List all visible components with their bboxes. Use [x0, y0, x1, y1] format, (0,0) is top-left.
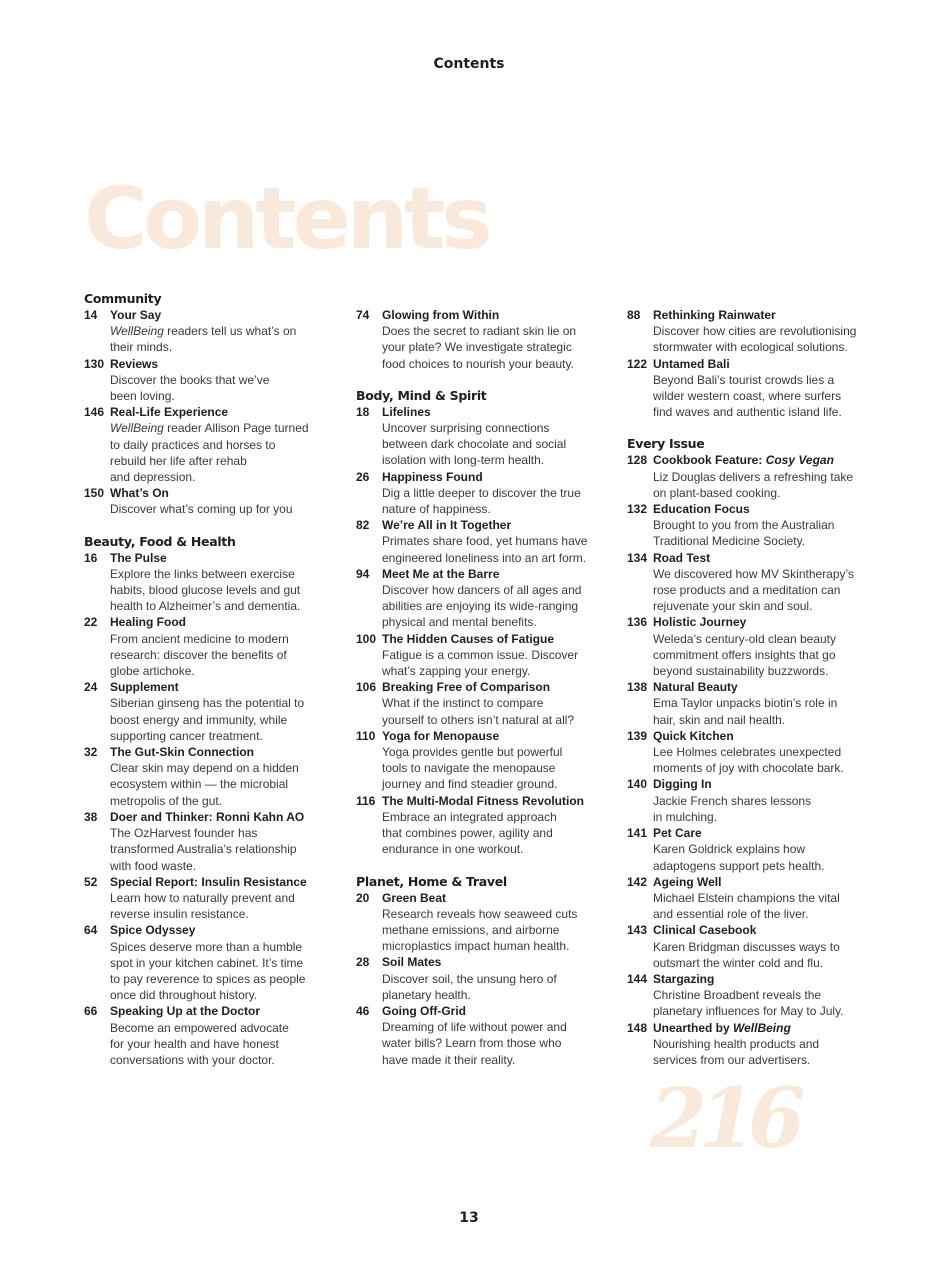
- contents-entry[interactable]: [356, 404, 606, 469]
- entry-title: [110, 679, 334, 695]
- entry-text: [653, 356, 877, 421]
- contents-entry[interactable]: [356, 679, 606, 728]
- entry-description: [110, 501, 334, 517]
- entry-description: [653, 631, 877, 680]
- entry-text: [382, 890, 606, 955]
- entry-description: [382, 1019, 606, 1068]
- entry-desc-italic: WellBeing: [110, 421, 164, 436]
- entry-text: [110, 614, 334, 679]
- entry-page-number: 148: [627, 1020, 648, 1035]
- entry-description: [110, 695, 334, 744]
- entry-desc-text: Michael Elstein champions the vital and essential role of the liver.: [653, 890, 840, 922]
- entry-page-number: 94: [356, 566, 370, 581]
- entry-description: [110, 890, 334, 922]
- entry-title-text: Happiness Found: [382, 469, 483, 484]
- entry-page-number: 141: [627, 826, 648, 841]
- entry-title-text: Spice Odyssey: [110, 923, 196, 938]
- entry-title: [110, 922, 334, 938]
- entry-page-number: 116: [356, 793, 376, 808]
- entry-page-number: 134: [627, 550, 648, 565]
- entry-desc-text: Discover what’s coming up for you: [110, 502, 293, 517]
- entry-description: [653, 939, 877, 971]
- entry-desc-text: Research reveals how seaweed cuts methane emissions, and airborne microplastics impact human health.: [382, 906, 578, 954]
- contents-entry[interactable]: [627, 922, 877, 971]
- entry-description: [382, 533, 606, 565]
- entry-title: [382, 679, 606, 695]
- contents-entry[interactable]: [84, 874, 334, 923]
- entry-title-text: We’re All in It Together: [382, 518, 512, 533]
- column-1: [84, 291, 334, 1084]
- entry-page-number: 136: [627, 615, 648, 630]
- entry-text: [382, 404, 606, 469]
- entry-desc-text: Clear skin may depend on a hidden ecosystem within — the microbial metropolis of the gut.: [110, 761, 299, 808]
- entry-title: [653, 614, 877, 630]
- entry-description: [653, 323, 877, 355]
- entry-title-text: Pet Care: [653, 826, 702, 841]
- entry-page-number: 132: [627, 502, 648, 517]
- contents-entry[interactable]: [84, 356, 334, 405]
- entry-desc-text: Ema Taylor unpacks biotin’s role in hair, skin and nail health.: [653, 696, 838, 727]
- entry-description: [653, 695, 877, 727]
- entry-page-number: 14: [84, 308, 98, 322]
- contents-entry[interactable]: [356, 307, 606, 372]
- entry-desc-text: Discover the books that we’ve been loving.: [110, 372, 270, 404]
- contents-entry[interactable]: [627, 1020, 877, 1069]
- entry-title: [382, 1003, 606, 1019]
- entry-desc-text: What if the instinct to compare yourself to others isn’t natural at all?: [382, 696, 575, 727]
- entry-text: [653, 728, 877, 777]
- entry-page-number: 24: [84, 680, 98, 695]
- entry-page-number: 146: [84, 405, 105, 420]
- entry-title: [653, 825, 877, 841]
- entry-desc-text: Spices deserve more than a humble spot in your kitchen cabinet. It’s time to pay reverence to spices as people once did throughout history.: [110, 939, 306, 1003]
- entry-description: [110, 825, 334, 874]
- entry-desc-text: Learn how to naturally prevent and reverse insulin resistance.: [110, 890, 295, 922]
- entry-desc-text: Dreaming of life without power and water bills? Learn from those who have made it their reality.: [382, 1020, 567, 1067]
- entry-desc-text: Lee Holmes celebrates unexpected moments of joy with chocolate bark.: [653, 745, 844, 776]
- entry-page-number: 38: [84, 809, 98, 824]
- page-number: 13: [459, 1210, 479, 1226]
- entry-page-number: 26: [356, 469, 370, 484]
- entry-title: [653, 971, 877, 987]
- column-2: [356, 307, 606, 1084]
- entry-description: [110, 1020, 334, 1069]
- contents-entry[interactable]: [627, 776, 877, 825]
- entry-title: [653, 501, 877, 517]
- contents-entry[interactable]: [84, 679, 334, 744]
- contents-entry[interactable]: [84, 922, 334, 1003]
- entry-description: [653, 744, 877, 776]
- entry-title-text: Untamed Bali: [653, 356, 730, 371]
- running-title: Contents: [433, 56, 505, 72]
- contents-entry[interactable]: [84, 1003, 334, 1068]
- entry-desc-text: Fatigue is a common issue. Discover what’s zapping your energy.: [382, 647, 579, 679]
- entry-desc-text: Siberian ginseng has the potential to boost energy and immunity, while supporting cancer treatment.: [110, 696, 305, 743]
- entry-title-text: Quick Kitchen: [653, 728, 734, 743]
- entry-description: [382, 744, 606, 793]
- contents-entry[interactable]: [84, 809, 334, 874]
- entry-desc-text: Beyond Bali’s tourist crowds lies a wilder western coast, where surfers find waves and authentic island life.: [653, 372, 842, 420]
- entry-text: [653, 922, 877, 971]
- entry-text: [653, 874, 877, 923]
- entry-text: [382, 793, 606, 858]
- entry-text: [653, 614, 877, 679]
- entry-desc-text: Discover soil, the unsung hero of planetary health.: [382, 971, 557, 1002]
- contents-entry[interactable]: [84, 744, 334, 809]
- entry-title: [382, 631, 606, 647]
- entry-title-text: The Pulse: [110, 550, 167, 565]
- entry-description: [110, 566, 334, 615]
- entry-title: [110, 874, 334, 890]
- entry-title-text: Doer and Thinker: Ronni Kahn AO: [110, 809, 305, 824]
- contents-entry[interactable]: [356, 631, 606, 680]
- entry-title: [110, 404, 334, 420]
- entry-title: [382, 404, 606, 420]
- entry-desc-text: Does the secret to radiant skin lie on your plate? We investigate strategic food choices to nourish your beauty.: [382, 324, 577, 371]
- entry-title-text: Special Report: Insulin Resistance: [110, 874, 307, 889]
- entry-title-text: Speaking Up at the Doctor: [110, 1004, 261, 1019]
- entry-description: [382, 809, 606, 858]
- entry-description: [110, 939, 334, 1004]
- entry-title-text: Rethinking Rainwater: [653, 308, 776, 322]
- entry-page-number: 46: [356, 1003, 370, 1018]
- entry-title: [382, 728, 606, 744]
- contents-entry[interactable]: [627, 728, 877, 777]
- entry-description: [653, 987, 877, 1019]
- entry-title-text: Meet Me at the Barre: [382, 566, 500, 581]
- entry-page-number: 150: [84, 486, 105, 501]
- entry-title: [110, 1003, 334, 1019]
- entry-text: [382, 566, 606, 631]
- entry-title: [653, 776, 877, 792]
- entry-page-number: 88: [627, 308, 641, 322]
- entry-text: [110, 744, 334, 809]
- entry-description: [653, 469, 877, 501]
- entry-desc-text: Yoga provides gentle but powerful tools to navigate the menopause journey and find steadier ground.: [382, 745, 563, 792]
- entry-text: [382, 954, 606, 1003]
- entry-title: [110, 485, 334, 501]
- entry-description: [653, 890, 877, 922]
- entry-title-text: Clinical Casebook: [653, 923, 757, 938]
- entry-desc-text: Explore the links between exercise habits, blood glucose levels and gut health to Alzheimer’s and dementia.: [110, 566, 301, 614]
- entry-page-number: 142: [627, 874, 648, 889]
- entry-page-number: 22: [84, 615, 98, 630]
- entry-title-text: The Multi-Modal Fitness Revolution: [382, 793, 584, 808]
- entry-description: [110, 420, 334, 485]
- entry-text: [382, 631, 606, 680]
- entry-page-number: 106: [356, 680, 377, 695]
- entry-desc-text: Dig a little deeper to discover the true nature of happiness.: [382, 485, 581, 517]
- entry-title-italic: Cosy Vegan: [765, 453, 834, 468]
- entry-text: [653, 307, 877, 356]
- entry-title-text: Natural Beauty: [653, 680, 738, 695]
- contents-entry[interactable]: [627, 874, 877, 923]
- entry-title-text: Holistic Journey: [653, 615, 747, 630]
- section-title: Body, Mind & Spirit: [356, 387, 487, 403]
- entry-text: [653, 501, 877, 550]
- contents-entry[interactable]: [356, 469, 606, 518]
- entry-desc-text: We discovered how MV Skintherapy’s rose products and a meditation can rejuvenate your skin and soul.: [653, 566, 854, 614]
- entry-page-number: 32: [84, 745, 98, 760]
- contents-entry[interactable]: [356, 517, 606, 566]
- entry-title: [382, 517, 606, 533]
- entry-desc-text: Liz Douglas delivers a refreshing take on plant-based cooking.: [653, 469, 854, 500]
- contents-section: [84, 534, 334, 1069]
- entry-title: [653, 679, 877, 695]
- entry-page-number: 143: [627, 923, 648, 938]
- contents-entry[interactable]: [627, 550, 877, 615]
- contents-entry[interactable]: [627, 971, 877, 1020]
- entry-title: [382, 890, 606, 906]
- contents-entry[interactable]: [84, 550, 334, 615]
- entry-description: [653, 1036, 877, 1068]
- entry-desc-text: Uncover surprising connections between dark chocolate and social isolation with long-term health.: [382, 421, 567, 468]
- entry-page-number: 130: [84, 356, 105, 371]
- entry-description: [653, 372, 877, 421]
- entry-title-text: Ageing Well: [653, 874, 722, 889]
- entry-page-number: 140: [627, 777, 648, 792]
- contents-entry[interactable]: [627, 501, 877, 550]
- entry-desc-text: Christine Broadbent reveals the planetary influences for May to July.: [653, 988, 844, 1019]
- entry-title: [653, 550, 877, 566]
- entry-page-number: 20: [356, 890, 370, 905]
- entry-title: [110, 744, 334, 760]
- entry-desc-text: reader Allison Page turned to daily practices and horses to rebuild her life after rehab and depression.: [110, 421, 309, 485]
- entry-title-text: Real-Life Experience: [110, 405, 229, 420]
- entry-desc-text: Weleda’s century-old clean beauty commitment offers insights that go beyond sustainability buzzwords.: [653, 631, 836, 679]
- entry-page-number: 144: [627, 971, 648, 986]
- contents-entry[interactable]: [627, 307, 877, 356]
- contents-entry[interactable]: [84, 614, 334, 679]
- contents-entry[interactable]: [356, 1003, 606, 1068]
- section-title: Community: [84, 291, 162, 306]
- entry-description: [382, 582, 606, 631]
- entry-title: [653, 452, 877, 468]
- entry-description: [382, 971, 606, 1003]
- entry-title: [653, 728, 877, 744]
- entry-title-text: Unearthed by: [653, 1020, 734, 1035]
- contents-entry[interactable]: [356, 954, 606, 1003]
- entry-title-text: Cookbook Feature:: [653, 453, 766, 468]
- entry-text: [653, 1020, 877, 1069]
- entry-title-text: Reviews: [110, 356, 159, 371]
- entry-text: [110, 679, 334, 744]
- contents-entry[interactable]: [627, 679, 877, 728]
- entry-text: [110, 1003, 334, 1068]
- entry-page-number: 122: [627, 356, 648, 371]
- entry-title-text: Yoga for Menopause: [382, 728, 500, 743]
- entry-description: [382, 323, 606, 372]
- entry-title-text: Glowing from Within: [382, 308, 500, 322]
- entry-text: [382, 307, 606, 372]
- contents-entry[interactable]: [84, 485, 334, 517]
- entry-description: [653, 841, 877, 873]
- entry-page-number: 82: [356, 518, 370, 533]
- entry-desc-text: Karen Bridgman discusses ways to outsmart the winter cold and flu.: [653, 939, 840, 970]
- hero-title: Contents: [84, 169, 489, 269]
- entry-desc-text: Embrace an integrated approach that combines power, agility and endurance in one workout.: [382, 809, 557, 857]
- entry-title: [382, 307, 606, 323]
- entry-title: [110, 356, 334, 372]
- entry-page-number: 18: [356, 404, 370, 419]
- entry-description: [382, 906, 606, 955]
- contents-entry[interactable]: [356, 566, 606, 631]
- entry-desc-text: The OzHarvest founder has transformed Australia’s relationship with food waste.: [110, 826, 297, 873]
- entry-title-text: Going Off-Grid: [382, 1003, 466, 1018]
- entry-title-text: Road Test: [653, 550, 711, 565]
- entry-description: [110, 631, 334, 680]
- entry-title-text: Digging In: [653, 777, 712, 792]
- contents-section: [627, 307, 877, 420]
- entry-description: [110, 372, 334, 404]
- section-title: Every Issue: [627, 436, 705, 452]
- entry-title: [653, 922, 877, 938]
- entry-text: [653, 971, 877, 1020]
- entry-description: [653, 793, 877, 825]
- entry-description: [382, 420, 606, 469]
- entry-desc-text: Brought to you from the Australian Traditional Medicine Society.: [653, 518, 835, 549]
- entry-desc-text: Primates share food, yet humans have engineered loneliness into an art form.: [382, 534, 588, 565]
- entry-text: [653, 550, 877, 615]
- entry-title-text: Supplement: [110, 680, 179, 695]
- entry-page-number: 74: [356, 308, 370, 322]
- contents-section: [356, 874, 606, 1068]
- entry-text: [110, 485, 334, 517]
- entry-text: [110, 874, 334, 923]
- entry-title-italic: WellBeing: [733, 1020, 791, 1035]
- contents-entry[interactable]: [84, 404, 334, 485]
- entry-title: [110, 809, 334, 825]
- issue-number-logo: 216: [650, 1071, 798, 1167]
- contents-entry[interactable]: [356, 890, 606, 955]
- entry-description: [382, 647, 606, 679]
- entry-description: [110, 760, 334, 809]
- entry-title-text: The Hidden Causes of Fatigue: [382, 631, 555, 646]
- entry-desc-italic: WellBeing: [110, 324, 164, 339]
- entry-title: [382, 793, 606, 809]
- entry-title-text: Stargazing: [653, 971, 715, 986]
- entry-text: [382, 469, 606, 518]
- entry-title: [653, 356, 877, 372]
- entry-text: [110, 307, 334, 356]
- entry-text: [110, 404, 334, 485]
- entry-description: [382, 485, 606, 517]
- entry-text: [653, 825, 877, 874]
- contents-section: [356, 307, 606, 372]
- contents-section: [356, 388, 606, 858]
- entry-title: [110, 307, 334, 323]
- entry-page-number: 100: [356, 631, 377, 646]
- entry-page-number: 16: [84, 550, 98, 565]
- entry-desc-text: Jackie French shares lessons in mulching.: [653, 793, 812, 824]
- contents-entry[interactable]: [356, 728, 606, 793]
- entry-text: [653, 452, 877, 501]
- entry-page-number: 128: [627, 453, 648, 468]
- entry-text: [110, 356, 334, 405]
- entry-desc-text: Discover how dancers of all ages and abilities are enjoying its wide-ranging physical and mental benefits.: [382, 583, 582, 630]
- entry-page-number: 138: [627, 680, 648, 695]
- contents-entry[interactable]: [627, 356, 877, 421]
- contents-entry[interactable]: [627, 825, 877, 874]
- entry-title-text: Education Focus: [653, 502, 750, 517]
- entry-page-number: 66: [84, 1004, 98, 1019]
- contents-entry[interactable]: [627, 452, 877, 501]
- entry-title: [382, 566, 606, 582]
- entry-desc-text: Nourishing health products and services from our advertisers.: [653, 1036, 820, 1067]
- section-title: Planet, Home & Travel: [356, 873, 507, 889]
- entry-title-text: Breaking Free of Comparison: [382, 680, 551, 695]
- contents-entry[interactable]: [84, 307, 334, 356]
- entry-text: [653, 679, 877, 728]
- entry-title: [653, 307, 877, 323]
- entry-desc-text: From ancient medicine to modern research: discover the benefits of globe artichoke.: [110, 631, 289, 679]
- entry-page-number: 28: [356, 955, 370, 970]
- entry-title: [110, 614, 334, 630]
- entry-text: [382, 1003, 606, 1068]
- entry-title: [653, 1020, 877, 1036]
- contents-section: [627, 436, 877, 1068]
- entry-title-text: What’s On: [110, 486, 169, 501]
- entry-title: [382, 469, 606, 485]
- entry-page-number: 52: [84, 874, 98, 889]
- entry-title-text: Green Beat: [382, 890, 447, 905]
- entry-description: [653, 566, 877, 615]
- entry-desc-text: readers tell us what’s on their minds.: [110, 324, 297, 355]
- entry-title-text: Lifelines: [382, 404, 431, 419]
- contents-entry[interactable]: [356, 793, 606, 858]
- column-3: [627, 307, 877, 1084]
- entry-desc-text: Karen Goldrick explains how adaptogens support pets health.: [653, 842, 825, 873]
- entry-page-number: 110: [356, 728, 376, 743]
- entry-title: [382, 954, 606, 970]
- entry-text: [382, 679, 606, 728]
- entry-desc-text: Become an empowered advocate for your health and have honest conversations with your doctor.: [110, 1020, 289, 1067]
- contents-entry[interactable]: [627, 614, 877, 679]
- entry-title-text: The Gut-Skin Connection: [110, 745, 254, 760]
- entry-title: [110, 550, 334, 566]
- entry-title-text: Soil Mates: [382, 955, 442, 970]
- entry-description: [110, 323, 334, 355]
- entry-title-text: Healing Food: [110, 615, 186, 630]
- entry-title: [653, 874, 877, 890]
- section-title: Beauty, Food & Health: [84, 533, 236, 549]
- contents-section: [84, 291, 334, 518]
- entry-text: [382, 728, 606, 793]
- entry-text: [110, 550, 334, 615]
- entry-page-number: 64: [84, 923, 98, 938]
- entry-description: [653, 517, 877, 549]
- entry-text: [110, 809, 334, 874]
- entry-text: [382, 517, 606, 566]
- entry-description: [382, 695, 606, 727]
- entry-page-number: 139: [627, 728, 648, 743]
- entry-title-text: Your Say: [110, 308, 162, 322]
- entry-text: [653, 776, 877, 825]
- entry-desc-text: Discover how cities are revolutionising stormwater with ecological solutions.: [653, 324, 857, 355]
- entry-text: [110, 922, 334, 1003]
